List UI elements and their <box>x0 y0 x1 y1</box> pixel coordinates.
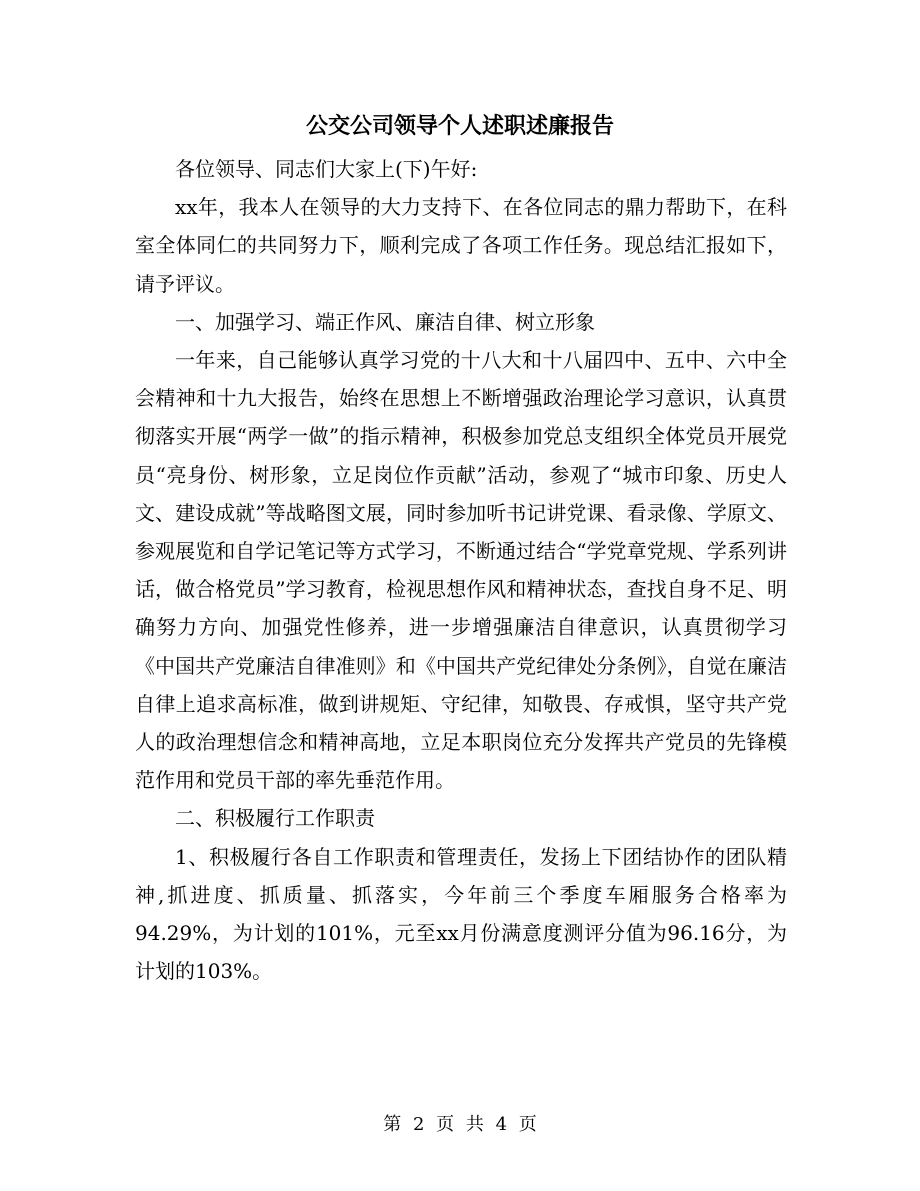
section-heading-2: 二、积极履行工作职责 <box>175 806 375 831</box>
duty-paragraph: 1、积极履行各自工作职责和管理责任，发扬上下团结协作的团队精神,抓进度、抓质量、抓落实，今年前三个季度车厢服务合格率为94.29%，为计划的101%，元至xx月份满意度测评分值为96.16分，为计划的103%。 <box>135 844 787 984</box>
greeting-paragraph: 各位领导、同志们大家上(下)午好: <box>175 157 478 181</box>
intro-paragraph: xx年，我本人在领导的大力支持下、在各位同志的鼎力帮助下，在科室全体同仁的共同努力下，顺利完成了各项工作任务。现总结汇报如下，请予评议。 <box>135 195 787 296</box>
section-heading-1: 一、加强学习、端正作风、廉洁自律、树立形象 <box>175 309 595 334</box>
document-title: 公交公司领导个人述职述廉报告 <box>305 113 614 139</box>
page-number-footer: 第 2 页 共 4 页 <box>383 1114 537 1135</box>
study-paragraph: 一年来，自己能够认真学习党的十八大和十八届四中、五中、六中全会精神和十九大报告，始终在思想上不断增强政治理论学习意识，认真贯彻落实开展“两学一做”的指示精神，积极参加党总支组织全体党员开展党员“亮身份、树形象，立足岗位作贡献”活动，参观了“城市印象、历史人文、建设成就”等战略图文展，同时参加听书记讲党课、看录像、学原文、参观展览和自学记笔记等方式学习，不断通过结合“学党章党规、学系列讲话，做合格党员”学习教育，检视思想作风和精神状态，查找自身不足、明确努力方向、加强党性修养，进一步增强廉洁自律意识，认真贯彻学习《中国共产党廉洁自律准则》和《中国共产党纪律处分条例》，自觉在廉洁自律上追求高标准，做到讲规矩、守纪律，知敬畏、存戒惧，坚守共产党人的政治理想信念和精神高地，立足本职岗位充分发挥共产党员的先锋模范作用和党员干部的率先垂范作用。 <box>135 348 787 793</box>
document-body <box>135 150 787 990</box>
